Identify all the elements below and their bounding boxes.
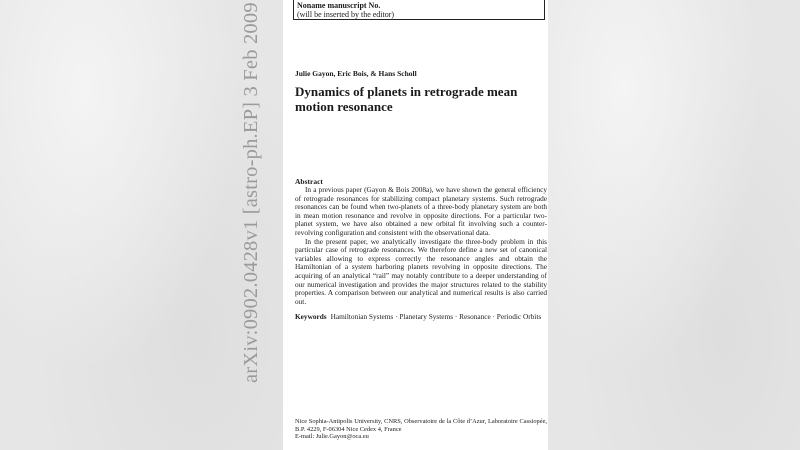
background-right — [548, 0, 800, 450]
abstract-heading: Abstract — [295, 177, 323, 186]
affiliation-text: Nice Sophia-Antipolis University, CNRS, Observatoire de la Côte d’Azur, Laboratoire Cassiopée, B.P. 4229, F-06304 Nice Cedex 4, France — [295, 418, 547, 433]
arxiv-stamp-text: arXiv:0902.0428v1 [astro-ph.EP] 3 Feb 2009 — [240, 2, 262, 383]
affiliation-footnote — [295, 418, 547, 441]
paper-title: Dynamics of planets in retrograde mean motion resonance — [295, 84, 518, 114]
keywords — [295, 312, 547, 321]
manuscript-number: Noname manuscript No. — [297, 1, 381, 10]
abstract-body — [295, 186, 547, 306]
author-list: Julie Gayon, Eric Bois, & Hans Scholl — [295, 69, 417, 78]
abstract-paragraph-2: In the present paper, we analytically investigate the three-body problem in this particular case of retrograde resonances. We therefore define a new set of canonical variables allowing to express correctly the resonance angles and obtain the Hamiltonian of a system harboring planets revolving in opposite directions. The acquiring of an analytical “rail” may notably contribute to a deeper understanding of our numerical investigation and provides the major structures related to the stability properties. A comparison between our analytical and numerical results is also carried out. — [295, 236, 547, 306]
editor-note: (will be inserted by the editor) — [297, 10, 395, 19]
keywords-text: Hamiltonian Systems · Planetary Systems · Resonance · Periodic Orbits — [330, 312, 542, 321]
manuscript-box — [293, 0, 545, 20]
keywords-label: Keywords — [295, 312, 327, 321]
author-email: E-mail: Julie.Gayon@oca.eu — [295, 433, 369, 441]
paper-page — [283, 0, 548, 450]
abstract-paragraph-1: In a previous paper (Gayon & Bois 2008a), we have shown the general efficiency of retrograde resonances for stabilizing compact planetary systems. Such retrograde resonances can be found when two-planets of a three-body planetary system are both in mean motion resonance and revolve in opposite directions. For a particular two-planet system, we have also obtained a new orbital fit involving such a counter-revolving configuration and consistent with the observational data. — [295, 185, 547, 237]
